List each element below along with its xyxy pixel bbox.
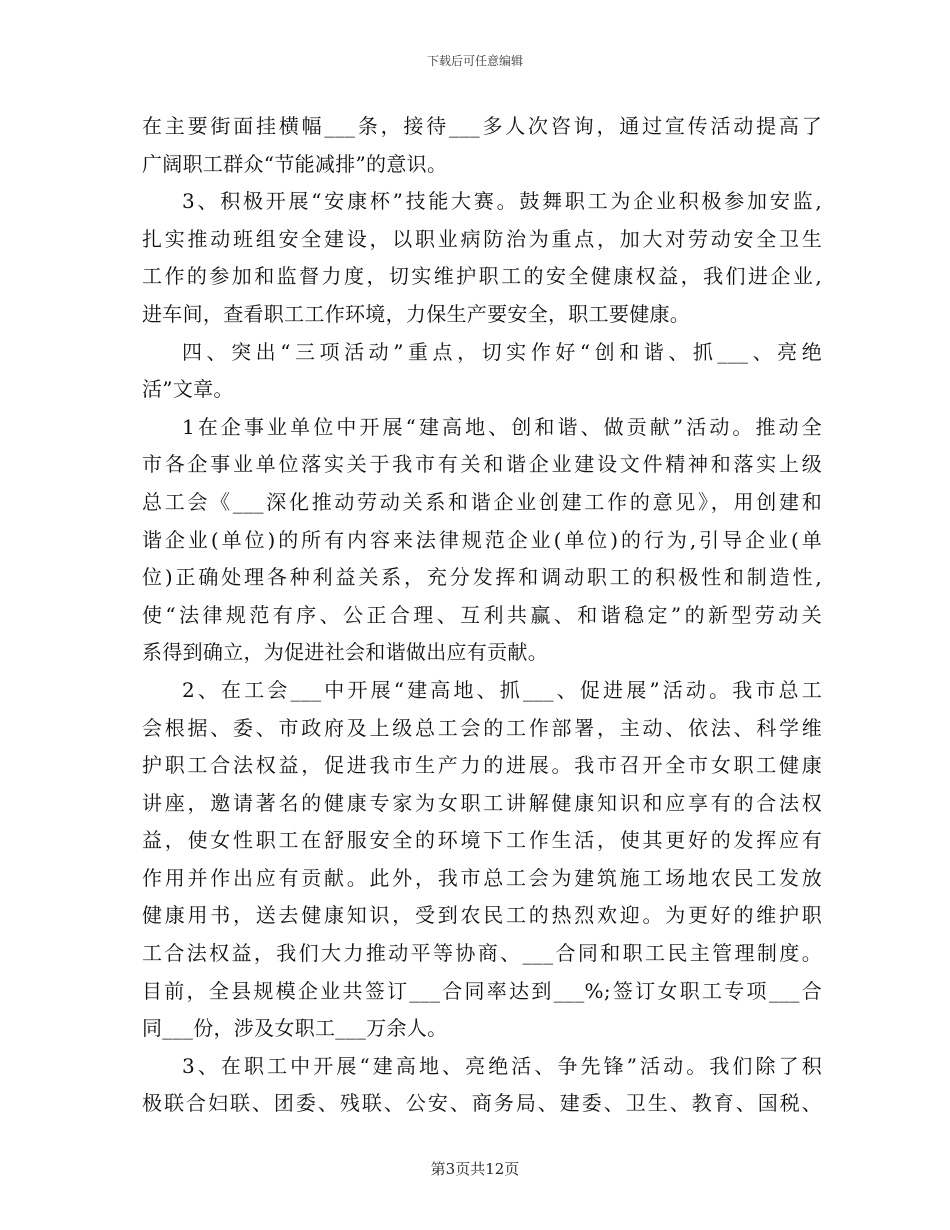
text-line: 工合法权益，我们大力推动平等协商、___合同和职工民主管理制度。 bbox=[142, 941, 822, 966]
text-line: 位)正确处理各种利益关系，充分发挥和调动职工的积极性和制造性, bbox=[142, 565, 822, 590]
text-line: 健康用书，送去健康知识，受到农民工的热烈欢迎。为更好的维护职 bbox=[142, 903, 822, 928]
text-line: 总工会《___深化推动劳动关系和谐企业创建工作的意见》，用创建和 bbox=[142, 489, 822, 514]
text-line: 同___份，涉及女职工___万余人。 bbox=[142, 1016, 448, 1041]
text-line: 2、在工会___中开展“建高地、抓___、促进展”活动。我市总工 bbox=[182, 677, 822, 702]
text-line: 系得到确立，为促进社会和谐做出应有贡献。 bbox=[142, 640, 548, 665]
text-line: 活”文章。 bbox=[142, 377, 234, 402]
text-line: 进车间，查看职工工作环境，力保生产要安全，职工要健康。 bbox=[142, 301, 691, 326]
text-line: 使“法律规范有序、公正合理、互利共赢、和谐稳定”的新型劳动关 bbox=[142, 602, 822, 627]
body-text bbox=[142, 108, 822, 1123]
text-line: 讲座，邀请著名的健康专家为女职工讲解健康知识和应享有的合法权 bbox=[142, 790, 822, 815]
text-line: 谐企业(单位)的所有内容来法律规范企业(单位)的行为,引导企业(单 bbox=[142, 527, 822, 552]
text-line: 会根据、委、市政府及上级总工会的工作部署，主动、依法、科学维 bbox=[142, 715, 822, 740]
text-line: 3、在职工中开展“建高地、亮绝活、争先锋”活动。我们除了积 bbox=[182, 1053, 822, 1078]
text-line: 护职工合法权益，促进我市生产力的进展。我市召开全市女职工健康 bbox=[142, 753, 822, 778]
text-line: 工作的参加和监督力度，切实维护职工的安全健康权益，我们进企业, bbox=[142, 264, 822, 289]
text-line: 1在企事业单位中开展“建高地、创和谐、做贡献”活动。推动全 bbox=[182, 414, 822, 439]
text-line: 3、积极开展“安康杯”技能大赛。鼓舞职工为企业积极参加安监, bbox=[182, 189, 822, 214]
text-line: 在主要街面挂横幅___条，接待___多人次咨询，通过宣传活动提高了 bbox=[142, 114, 822, 138]
text-line: 益，使女性职工在舒服安全的环境下工作生活，使其更好的发挥应有 bbox=[142, 828, 822, 853]
text-line: 市各企事业单位落实关于我市有关和谐企业建设文件精神和落实上级 bbox=[142, 452, 822, 477]
text-line: 四、突出“三项活动”重点，切实作好“创和谐、抓___、亮绝 bbox=[182, 339, 822, 364]
text-line: 目前，全县规模企业共签订___合同率达到___%;签订女职工专项___合 bbox=[142, 978, 822, 1003]
page-footer: 第3页共12页 bbox=[430, 1160, 520, 1178]
text-line: 作用并作出应有贡献。此外，我市总工会为建筑施工场地农民工发放 bbox=[142, 865, 822, 890]
text-line: 极联合妇联、团委、残联、公安、商务局、建委、卫生、教育、国税、 bbox=[142, 1091, 822, 1116]
text-line: 广阔职工群众“节能减排”的意识。 bbox=[142, 151, 448, 176]
text-line: 扎实推动班组安全建设，以职业病防治为重点，加大对劳动安全卫生 bbox=[142, 226, 822, 251]
page-header: 下载后可任意编辑 bbox=[426, 54, 523, 68]
